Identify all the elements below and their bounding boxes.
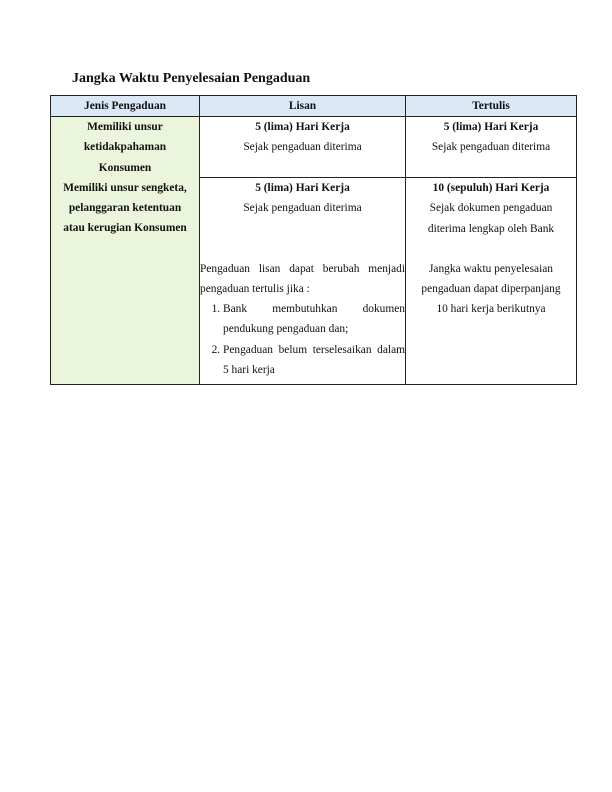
list-item: 2. Pengaduan belum terselesaikan dalam 5 hari kerja <box>223 340 405 381</box>
jenis-row2-line: pelanggaran ketentuan <box>68 202 182 215</box>
document-title: Jangka Waktu Penyelesaian Pengaduan <box>72 71 311 86</box>
row2-lisan-note: Pengaduan lisan dapat berubah menjadi pengaduan tertulis jika : <box>200 262 405 295</box>
complaint-timeline-table <box>50 95 577 385</box>
header-jenis-pengaduan: Jenis Pengaduan <box>51 96 200 117</box>
jenis-cell <box>51 117 200 385</box>
jenis-row1 <box>51 117 199 178</box>
row1-tertulis-heading: 5 (lima) Hari Kerja <box>443 121 539 133</box>
table-header-row <box>51 96 577 117</box>
header-tertulis: Tertulis <box>406 96 577 117</box>
jenis-row1-line: Konsumen <box>98 161 152 174</box>
row1-lisan-text: Sejak pengaduan diterima <box>243 141 362 154</box>
jenis-row2-line: Memiliki unsur sengketa, <box>63 181 187 194</box>
row1-tertulis-cell <box>406 117 577 178</box>
jenis-row2 <box>51 178 199 239</box>
row2-lisan-list <box>200 299 405 380</box>
jenis-row1-line: ketidakpahaman <box>83 141 167 154</box>
row1-tertulis-text: Sejak pengaduan diterima <box>431 141 551 154</box>
row2-tertulis-text-line: Sejak dokumen pengaduan <box>429 202 553 215</box>
row2-tertulis-note-line: pengaduan dapat diperpanjang <box>421 283 561 296</box>
row2-tertulis-heading: 10 (sepuluh) Hari Kerja <box>432 182 550 194</box>
row2-tertulis-text-line: diterima lengkap oleh Bank <box>427 222 555 235</box>
row2-lisan-text: Sejak pengaduan diterima <box>243 202 362 215</box>
row2-tertulis-note-line: Jangka waktu penyelesaian <box>429 262 553 275</box>
row1-lisan-cell <box>200 117 406 178</box>
row2-tertulis-cell <box>406 178 577 385</box>
header-lisan: Lisan <box>200 96 406 117</box>
list-item: 1. Bank membutuhkan dokumen pendukung pengaduan dan; <box>223 299 405 340</box>
row2-lisan-heading: 5 (lima) Hari Kerja <box>255 182 350 194</box>
row2-tertulis-note-line: 10 hari kerja berikutnya <box>436 303 546 316</box>
row2-lisan-cell <box>200 178 406 385</box>
jenis-row1-line: Memiliki unsur <box>87 121 163 133</box>
table-row <box>51 117 577 178</box>
jenis-row2-line: atau kerugian Konsumen <box>63 222 187 235</box>
row1-lisan-heading: 5 (lima) Hari Kerja <box>255 121 350 133</box>
